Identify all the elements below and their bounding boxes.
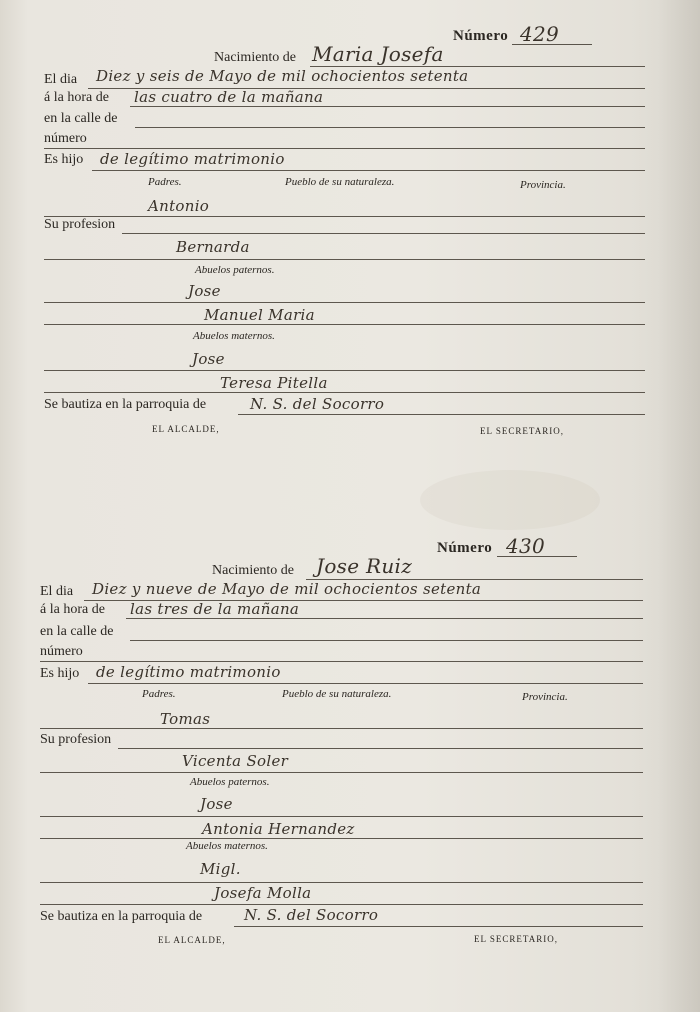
abuelo-paterno-line bbox=[40, 816, 643, 817]
page-gutter-shadow bbox=[630, 0, 700, 1012]
paternal-grandmother: Manuel Maria bbox=[204, 306, 315, 324]
profesion-label: Su profesion bbox=[44, 217, 116, 232]
record-number: 430 bbox=[506, 534, 546, 558]
profesion-label: Su profesion bbox=[40, 732, 112, 747]
abuelo-materno-line bbox=[40, 882, 643, 883]
secretario-label: EL SECRETARIO, bbox=[480, 426, 564, 436]
calle-line bbox=[130, 640, 643, 641]
bautiza-label: Se bautiza en la parroquia de bbox=[40, 909, 203, 924]
abuelos-paternos-label: Abuelos paternos. bbox=[190, 776, 270, 788]
maternal-grandfather: Jose bbox=[192, 350, 225, 368]
filiation: de legítimo matrimonio bbox=[96, 663, 281, 681]
profesion-line bbox=[118, 748, 643, 749]
padre-line bbox=[40, 728, 643, 729]
pueblo-label: Pueblo de su naturaleza. bbox=[285, 176, 395, 188]
abuelos-maternos-label: Abuelos maternos. bbox=[186, 840, 268, 852]
abuelos-paternos-label: Abuelos paternos. bbox=[195, 264, 275, 276]
parroquia-line bbox=[234, 926, 643, 927]
abuela-paterna-line bbox=[40, 838, 643, 839]
hora-label: á la hora de bbox=[44, 90, 109, 105]
numero-casa-line bbox=[40, 661, 643, 662]
hora-line bbox=[126, 618, 643, 619]
padres-label: Padres. bbox=[142, 688, 176, 700]
calle-label: en la calle de bbox=[40, 624, 114, 639]
el-dia-label: El dia bbox=[40, 584, 74, 599]
birth-hour: las tres de la mañana bbox=[130, 600, 300, 618]
es-hijo-line bbox=[88, 683, 643, 684]
nacimiento-label: Nacimiento de bbox=[214, 50, 297, 65]
es-hijo-label: Es hijo bbox=[44, 152, 84, 167]
alcalde-label: EL ALCALDE, bbox=[152, 424, 220, 434]
mother-name: Vicenta Soler bbox=[182, 752, 289, 770]
maternal-grandmother: Teresa Pitella bbox=[220, 374, 328, 392]
paper-stain bbox=[420, 470, 600, 530]
secretario-label: EL SECRETARIO, bbox=[474, 934, 558, 944]
parroquia-line bbox=[238, 414, 645, 415]
mother-name: Bernarda bbox=[176, 238, 250, 256]
paternal-grandfather: Jose bbox=[200, 795, 233, 813]
alcalde-label: EL ALCALDE, bbox=[158, 935, 226, 945]
hora-label: á la hora de bbox=[40, 602, 105, 617]
provincia-label: Provincia. bbox=[520, 179, 566, 191]
profesion-line bbox=[122, 233, 645, 234]
record-number: 429 bbox=[520, 22, 560, 46]
bautiza-label: Se bautiza en la parroquia de bbox=[44, 397, 207, 412]
hora-line bbox=[130, 106, 645, 107]
abuelo-paterno-line bbox=[44, 302, 645, 303]
maternal-grandmother: Josefa Molla bbox=[214, 884, 312, 902]
calle-label: en la calle de bbox=[44, 111, 118, 126]
father-name: Tomas bbox=[160, 710, 211, 728]
padre-line bbox=[44, 216, 645, 217]
numero-casa-label: número bbox=[40, 644, 83, 659]
padres-label: Padres. bbox=[148, 176, 182, 188]
child-name: Maria Josefa bbox=[312, 42, 444, 66]
madre-line bbox=[40, 772, 643, 773]
maternal-grandfather: Migl. bbox=[200, 860, 241, 878]
abuela-materna-line bbox=[40, 904, 643, 905]
numero-label: Número bbox=[437, 540, 493, 556]
calle-line bbox=[135, 127, 645, 128]
provincia-label: Provincia. bbox=[522, 691, 568, 703]
abuela-materna-line bbox=[44, 392, 645, 393]
numero-casa-label: número bbox=[44, 131, 87, 146]
el-dia-label: El dia bbox=[44, 72, 78, 87]
paternal-grandmother: Antonia Hernandez bbox=[202, 820, 355, 838]
birth-date: Diez y nueve de Mayo de mil ochocientos setenta bbox=[92, 580, 482, 598]
birth-hour: las cuatro de la mañana bbox=[134, 88, 324, 106]
numero-label: Número bbox=[453, 28, 509, 44]
parish-name: N. S. del Socorro bbox=[250, 395, 385, 413]
child-name: Jose Ruiz bbox=[316, 554, 413, 578]
es-hijo-line bbox=[92, 170, 645, 171]
father-name: Antonio bbox=[148, 197, 210, 215]
paternal-grandfather: Jose bbox=[188, 282, 221, 300]
numero-casa-line bbox=[44, 148, 645, 149]
pueblo-label: Pueblo de su naturaleza. bbox=[282, 688, 392, 700]
parish-name: N. S. del Socorro bbox=[244, 906, 379, 924]
abuelos-maternos-label: Abuelos maternos. bbox=[193, 330, 275, 342]
filiation: de legítimo matrimonio bbox=[100, 150, 285, 168]
abuela-paterna-line bbox=[44, 324, 645, 325]
nacimiento-label: Nacimiento de bbox=[212, 563, 295, 578]
es-hijo-label: Es hijo bbox=[40, 666, 80, 681]
madre-line bbox=[44, 259, 645, 260]
abuelo-materno-line bbox=[44, 370, 645, 371]
birth-date: Diez y seis de Mayo de mil ochocientos setenta bbox=[96, 67, 469, 85]
